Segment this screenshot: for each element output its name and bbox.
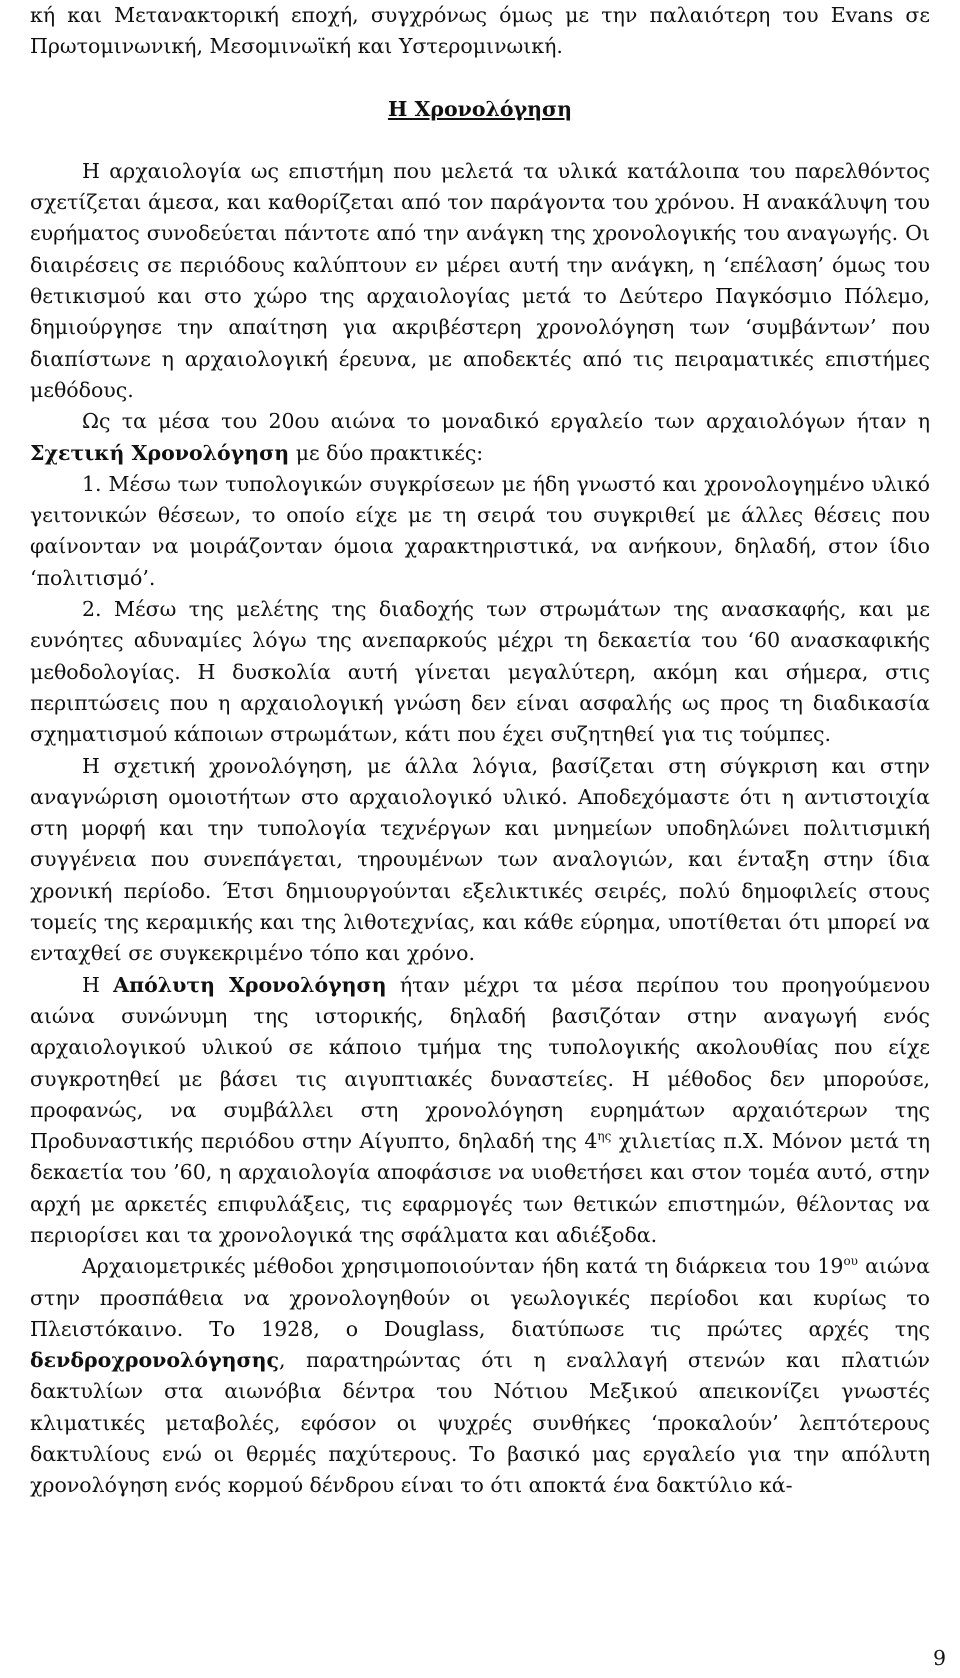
text-segment: , παρατηρώντας ότι η εναλλαγή στενών και πλατιών δακτυλίων στα αιωνόβια δέντρα του Νότιου Μεξικού απεικονίζει γνωστές κλιματικές μεταβολές, εφόσον οι ψυχρές συνθήκες ‘προκαλούν’ λεπτότερους δακτυλίους ενώ οι θερμές παχύτερους. Το βασικό μας εργαλείο για την απόλυτη χρονολόγηση ενός κορμού δένδρου είναι το ότι αποκτά ένα δακτύλιο κά-	[30, 1348, 930, 1498]
paragraph-archaeology-time: Η αρχαιολογία ως επιστήμη που μελετά τα υλικά κατάλοιπα του παρελθόντος σχετίζεται άμεσα, και καθορίζεται από τον παράγοντα του χρόνου. Η ανακάλυψη του ευρήματος συνοδεύεται πάντοτε από την ανάγκη της χρονολογικής του αναγωγής. Οι διαιρέσεις σε περιόδους καλύπτουν εν μέρει αυτή την ανάγκη, η ‘επέλαση’ όμως του θετικισμού και στο χώρο της αρχαιολογίας μετά το Δεύτερο Παγκόσμιο Πόλεμο, δημιούργησε την απαίτηση για ακριβέστερη χρονολόγηση των ‘συμβάντων’ που διαπίστωνε η αρχαιολογική έρευνα, με αποδεκτές από τις πειραματικές επιστήμες μεθόδους.	[30, 158, 930, 402]
list-item-typological: 1. Μέσω των τυπολογικών συγκρίσεων με ήδη γνωστό και χρονολογημένο υλικό γειτονικών θέσεων, το οποίο είχε με τη σειρά του συγκριθεί με άλλες θέσεις που φαίνονταν να μοιράζονταν όμοια χαρακτηριστικά, να ανήκουν, δηλαδή, στον ίδιο ‘πολιτισμό’.	[30, 471, 930, 590]
list-item-stratigraphy: 2. Μέσω της μελέτης της διαδοχής των στρωμάτων της ανασκαφής, και με ευνόητες αδυναμίες λόγω της ανεπαρκούς μέχρι τη δεκαετία του ‘60 ανασκαφικής μεθοδολογίας. Η δυσκολία αυτή γίνεται μεγαλύτερη, ακόμη και σήμερα, στις περιπτώσεις που η αρχαιολογική γνώση δεν είναι ασφαλής ως προς τη διαδικασία σχηματισμού κάποιων στρωμάτων, κάτι που έχει συζητηθεί για τις τούμπες.	[30, 597, 930, 747]
superscript: ου	[843, 1254, 858, 1269]
page-number: 9	[932, 1646, 946, 1670]
intro-paragraph: κή και Μετανακτορική εποχή, συγχρόνως όμως με την παλαιότερη του Evans σε Πρωτομινωνική, Μεσομινωϊκή και Υστερομινωική.	[30, 3, 930, 59]
text-segment: Ως τα μέσα του 20ου αιώνα το μοναδικό εργαλείο των αρχαιολόγων ήταν η	[82, 409, 930, 434]
term-dendrochronology: δενδροχρονολόγησης	[30, 1348, 280, 1373]
text-segment: Η	[82, 972, 114, 997]
paragraph-archaeometry	[30, 1251, 930, 1501]
text-segment: ήταν μέχρι τα μέσα περίπου του προηγούμενου αιώνα συνώνυμη της ιστορικής, δηλαδή βασιζόταν στην αναγωγή ενός αρχαιολογικού υλικού σε κάποιο τμήμα της τυπολογικής ακολουθίας που είχε συγκροτηθεί με βάσει τις αιγυπτιακές δυναστείες. Η μέθοδος δεν μπορούσε, προφανώς, να συμβάλλει στη χρονολόγηση ευρημάτων αρχαιότερων της Προδυναστικής περιόδου στην Αίγυπτο, δηλαδή της 4	[30, 972, 930, 1154]
text-segment: με δύο πρακτικές:	[289, 440, 484, 465]
superscript: ης	[597, 1129, 612, 1144]
paragraph-relative-dating	[30, 406, 930, 469]
term-absolute-dating: Απόλυτη Χρονολόγηση	[113, 972, 387, 997]
document-page	[30, 0, 930, 1502]
text-segment: χιλιετίας π.Χ. Μόνον μετά τη δεκαετία του ’60, η αρχαιολογία αποφάσισε να υιοθετήσει και στον τομέα αυτό, στην αρχή με αρκετές επιφυλάξεις, τις εφαρμογές των θετικών επιστημών, θέλοντας να περιορίσει και τα χρονολογικά της σφάλματα και αδιέξοδα.	[30, 1129, 930, 1247]
section-heading: Η Χρονολόγηση	[387, 96, 573, 121]
term-relative-dating: Σχετική Χρονολόγηση	[30, 440, 290, 465]
paragraph-relative-dating-explained: Η σχετική χρονολόγηση, με άλλα λόγια, βασίζεται στη σύγκριση και στην αναγνώριση ομοιοτήτων στο αρχαιολογικό υλικό. Αποδεχόμαστε ότι η αντιστοιχία στη μορφή και την τυπολογία τεχνέργων και μνημείων υποδηλώνει πολιτισμική συγγένεια που συνεπάγεται, τηρουμένων των αναλογιών, και ένταξη στην ίδια χρονική περίοδο. Έτσι δημιουργούνται εξελικτικές σειρές, πολύ δημοφιλείς στους τομείς της κεραμικής και της λιθοτεχνίας, και κάθε εύρημα, υποτίθεται ότι μπορεί να ενταχθεί σε συγκεκριμένο τόπο και χρόνο.	[30, 753, 930, 966]
paragraph-absolute-dating	[30, 970, 930, 1252]
text-segment: αιώνα στην προσπάθεια να χρονολογηθούν οι γεωλογικές περίοδοι και κυρίως το Πλειστόκαινο. Το 1928, ο Douglass, διατύπωσε τις πρώτες αρχές της	[30, 1254, 930, 1341]
text-segment: Αρχαιομετρικές μέθοδοι χρησιμοποιούνταν ήδη κατά τη διάρκεια του 19	[82, 1254, 844, 1279]
